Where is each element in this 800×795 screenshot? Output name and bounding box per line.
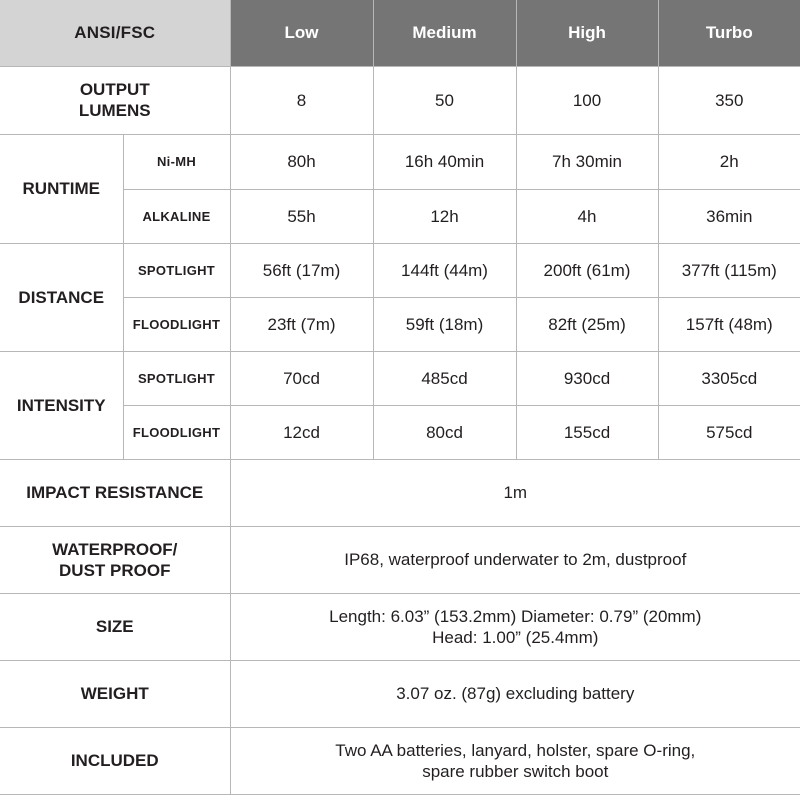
intensity-floodlight-high: 155cd bbox=[516, 405, 658, 459]
header-row bbox=[0, 0, 800, 66]
size-value-line2: Head: 1.00” (25.4mm) bbox=[432, 627, 599, 647]
header-mode-turbo: Turbo bbox=[658, 0, 800, 66]
row-distance-spotlight bbox=[0, 243, 800, 297]
output-medium: 50 bbox=[373, 66, 516, 134]
runtime-nimh-low: 80h bbox=[230, 134, 373, 189]
output-label-line1: OUTPUT bbox=[79, 80, 150, 99]
intensity-spotlight-turbo: 3305cd bbox=[658, 351, 800, 405]
intensity-floodlight-medium: 80cd bbox=[373, 405, 516, 459]
distance-floodlight-medium: 59ft (18m) bbox=[373, 297, 516, 351]
runtime-alkaline-medium: 12h bbox=[373, 189, 516, 243]
runtime-nimh-high: 7h 30min bbox=[516, 134, 658, 189]
output-lumens-label bbox=[0, 66, 230, 134]
intensity-floodlight-label: FLOODLIGHT bbox=[123, 405, 230, 459]
row-waterproof bbox=[0, 526, 800, 593]
distance-label: DISTANCE bbox=[0, 243, 123, 351]
runtime-alkaline-turbo: 36min bbox=[658, 189, 800, 243]
included-value-line2: spare rubber switch boot bbox=[422, 761, 609, 781]
runtime-nimh-turbo: 2h bbox=[658, 134, 800, 189]
waterproof-value: IP68, waterproof underwater to 2m, dustproof bbox=[230, 526, 800, 593]
intensity-spotlight-label: SPOTLIGHT bbox=[123, 351, 230, 405]
distance-floodlight-low: 23ft (7m) bbox=[230, 297, 373, 351]
size-value bbox=[230, 593, 800, 660]
distance-spotlight-high: 200ft (61m) bbox=[516, 243, 658, 297]
distance-spotlight-low: 56ft (17m) bbox=[230, 243, 373, 297]
intensity-spotlight-low: 70cd bbox=[230, 351, 373, 405]
weight-label: WEIGHT bbox=[0, 660, 230, 727]
waterproof-label-line2: DUST PROOF bbox=[59, 560, 171, 580]
row-included bbox=[0, 727, 800, 794]
runtime-nimh-medium: 16h 40min bbox=[373, 134, 516, 189]
weight-value: 3.07 oz. (87g) excluding battery bbox=[230, 660, 800, 727]
row-runtime-nimh bbox=[0, 134, 800, 189]
runtime-alkaline-low: 55h bbox=[230, 189, 373, 243]
runtime-alkaline-label: ALKALINE bbox=[123, 189, 230, 243]
runtime-label: RUNTIME bbox=[0, 134, 123, 243]
impact-resistance-label: IMPACT RESISTANCE bbox=[0, 459, 230, 526]
included-value-line1: Two AA batteries, lanyard, holster, spare O-ring, bbox=[335, 740, 696, 760]
size-value-line1: Length: 6.03” (153.2mm) Diameter: 0.79” (20mm) bbox=[329, 606, 702, 626]
row-intensity-spotlight bbox=[0, 351, 800, 405]
header-mode-low: Low bbox=[230, 0, 373, 66]
distance-spotlight-label: SPOTLIGHT bbox=[123, 243, 230, 297]
waterproof-label-line1: WATERPROOF/ bbox=[52, 539, 178, 559]
row-size bbox=[0, 593, 800, 660]
distance-floodlight-high: 82ft (25m) bbox=[516, 297, 658, 351]
runtime-nimh-label: Ni-MH bbox=[123, 134, 230, 189]
output-high: 100 bbox=[516, 66, 658, 134]
included-value bbox=[230, 727, 800, 794]
row-output-lumens bbox=[0, 66, 800, 134]
runtime-alkaline-high: 4h bbox=[516, 189, 658, 243]
output-label-line2: LUMENS bbox=[78, 101, 151, 120]
header-mode-high: High bbox=[516, 0, 658, 66]
distance-spotlight-turbo: 377ft (115m) bbox=[658, 243, 800, 297]
output-low: 8 bbox=[230, 66, 373, 134]
header-mode-medium: Medium bbox=[373, 0, 516, 66]
waterproof-label bbox=[0, 526, 230, 593]
size-label: SIZE bbox=[0, 593, 230, 660]
intensity-label: INTENSITY bbox=[0, 351, 123, 459]
intensity-floodlight-low: 12cd bbox=[230, 405, 373, 459]
intensity-floodlight-turbo: 575cd bbox=[658, 405, 800, 459]
output-turbo: 350 bbox=[658, 66, 800, 134]
intensity-spotlight-medium: 485cd bbox=[373, 351, 516, 405]
distance-spotlight-medium: 144ft (44m) bbox=[373, 243, 516, 297]
row-weight bbox=[0, 660, 800, 727]
included-label: INCLUDED bbox=[0, 727, 230, 794]
intensity-spotlight-high: 930cd bbox=[516, 351, 658, 405]
distance-floodlight-label: FLOODLIGHT bbox=[123, 297, 230, 351]
row-impact-resistance bbox=[0, 459, 800, 526]
header-corner: ANSI/FSC bbox=[0, 0, 230, 66]
distance-floodlight-turbo: 157ft (48m) bbox=[658, 297, 800, 351]
impact-resistance-value: 1m bbox=[230, 459, 800, 526]
